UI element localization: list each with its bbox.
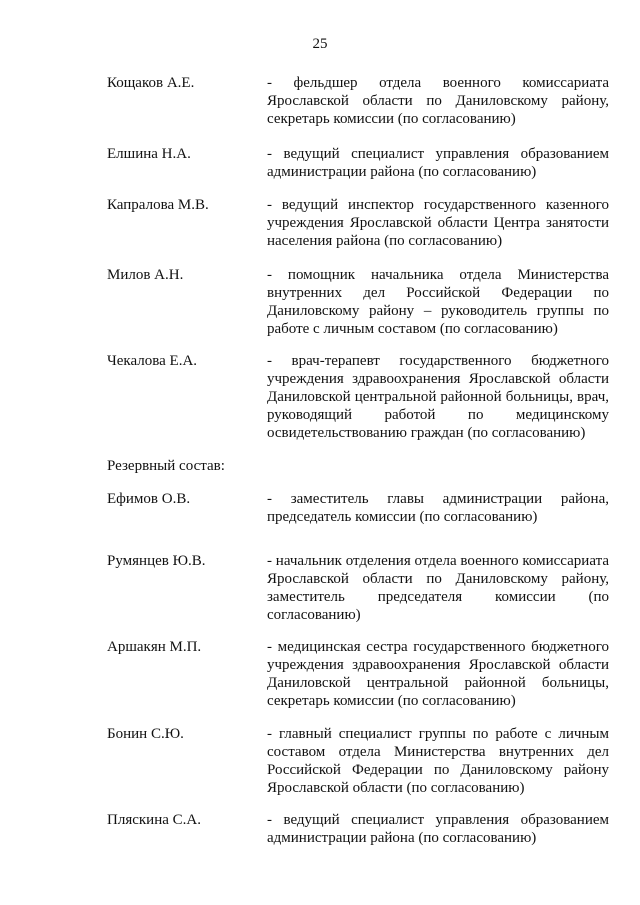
member-name: Бонин С.Ю.: [107, 726, 184, 742]
member-role: - главный специалист группы по работе с личным составом отдела Министерства внутренних дел Российской Федерации по Даниловскому району Ярославской области (по согласованию): [267, 726, 609, 796]
page-number: 25: [312, 36, 328, 52]
member-role: - начальник отделения отдела военного комиссариата Ярославской области по Даниловскому району, заместитель председателя комиссии (по согласованию): [267, 553, 609, 623]
member-name: Румянцев Ю.В.: [107, 553, 206, 569]
member-name: Капралова М.В.: [107, 197, 209, 213]
member-name: Елшина Н.А.: [107, 146, 191, 162]
member-name: Аршакян М.П.: [107, 639, 202, 655]
member-role: - ведущий специалист управления образованием администрации района (по согласованию): [267, 146, 609, 180]
member-name: Пляскина С.А.: [107, 812, 201, 828]
member-role: - ведущий специалист управления образованием администрации района (по согласованию): [267, 812, 609, 846]
member-role: - фельдшер отдела военного комиссариата Ярославской области по Даниловскому району, секретарь комиссии (по согласованию): [267, 75, 609, 127]
member-role: - врач-терапевт государственного бюджетного учреждения здравоохранения Ярославской области Даниловской центральной районной больницы, врач, руководящий работой по медицинскому освидетельствованию граждан (по согласованию): [267, 353, 609, 441]
member-role: - помощник начальника отдела Министерства внутренних дел Российской Федерации по Даниловскому району – руководитель группы по работе с личным составом (по согласованию): [267, 267, 609, 337]
member-role: - заместитель главы администрации района, председатель комиссии (по согласованию): [267, 491, 609, 525]
member-name: Чекалова Е.А.: [107, 353, 198, 369]
member-name: Ефимов О.В.: [107, 491, 191, 507]
member-role: - ведущий инспектор государственного казенного учреждения Ярославской области Центра занятости населения района (по согласованию): [267, 197, 609, 249]
member-name: Милов А.Н.: [107, 267, 184, 283]
member-name: Кощаков А.Е.: [107, 75, 195, 91]
reserve-section-label: Резервный состав:: [107, 458, 225, 474]
member-role: - медицинская сестра государственного бюджетного учреждения здравоохранения Ярославской области Даниловской центральной районной больницы, секретарь комиссии (по согласованию): [267, 639, 609, 709]
